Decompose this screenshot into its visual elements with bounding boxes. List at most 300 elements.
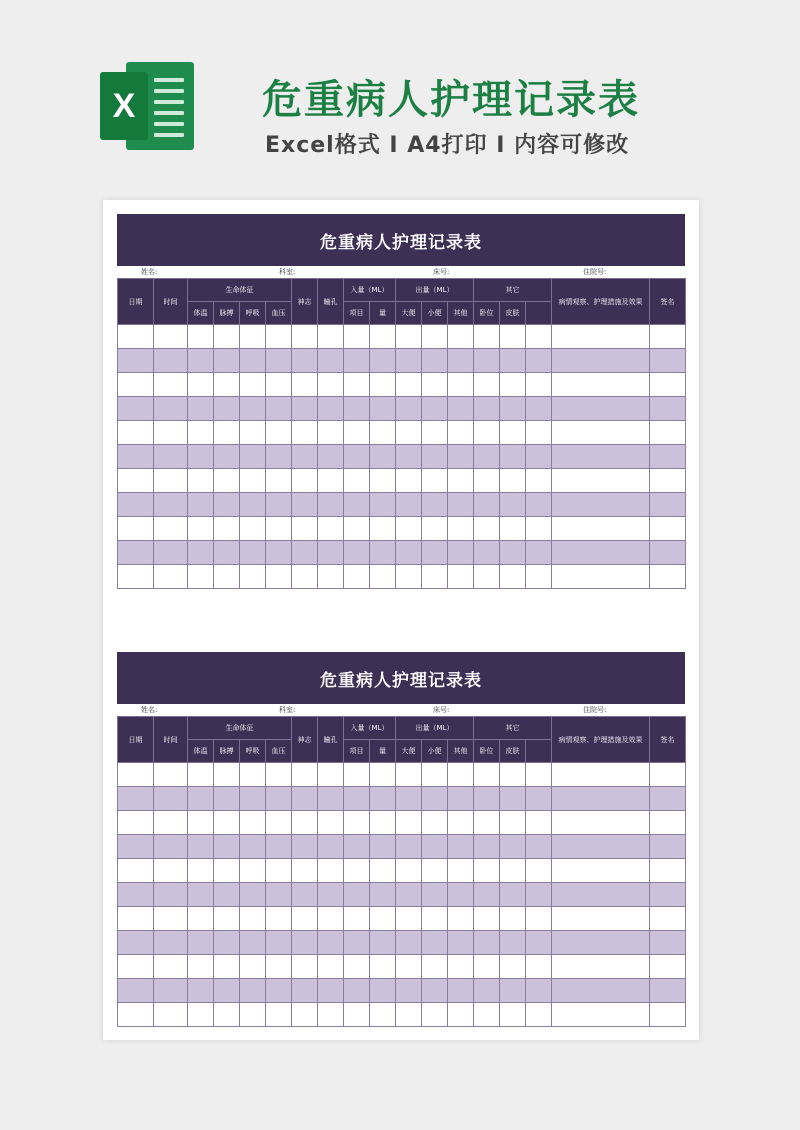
table-cell[interactable] — [474, 931, 500, 955]
table-cell[interactable] — [422, 1003, 448, 1027]
table-cell[interactable] — [154, 1003, 188, 1027]
table-cell[interactable] — [370, 445, 396, 469]
table-cell[interactable] — [552, 979, 650, 1003]
table-cell[interactable] — [214, 397, 240, 421]
table-cell[interactable] — [154, 955, 188, 979]
table-cell[interactable] — [240, 541, 266, 565]
table-cell[interactable] — [292, 325, 318, 349]
table-cell[interactable] — [344, 883, 370, 907]
table-cell[interactable] — [214, 373, 240, 397]
table-cell[interactable] — [318, 469, 344, 493]
table-cell[interactable] — [118, 811, 154, 835]
table-cell[interactable] — [292, 787, 318, 811]
table-cell[interactable] — [240, 493, 266, 517]
table-cell[interactable] — [240, 565, 266, 589]
table-cell[interactable] — [552, 811, 650, 835]
table-cell[interactable] — [500, 325, 526, 349]
table-cell[interactable] — [396, 421, 422, 445]
table-cell[interactable] — [396, 931, 422, 955]
table-cell[interactable] — [500, 907, 526, 931]
table-cell[interactable] — [344, 541, 370, 565]
table-cell[interactable] — [188, 883, 214, 907]
table-cell[interactable] — [240, 373, 266, 397]
table-cell[interactable] — [370, 1003, 396, 1027]
table-cell[interactable] — [526, 859, 552, 883]
table-cell[interactable] — [188, 445, 214, 469]
table-cell[interactable] — [650, 811, 686, 835]
table-cell[interactable] — [292, 931, 318, 955]
table-cell[interactable] — [526, 763, 552, 787]
table-cell[interactable] — [154, 445, 188, 469]
table-cell[interactable] — [370, 325, 396, 349]
table-cell[interactable] — [448, 835, 474, 859]
table-cell[interactable] — [292, 955, 318, 979]
table-cell[interactable] — [552, 565, 650, 589]
table-cell[interactable] — [240, 763, 266, 787]
table-cell[interactable] — [552, 445, 650, 469]
table-cell[interactable] — [266, 517, 292, 541]
table-cell[interactable] — [188, 541, 214, 565]
table-cell[interactable] — [292, 517, 318, 541]
table-cell[interactable] — [266, 955, 292, 979]
table-cell[interactable] — [188, 517, 214, 541]
table-cell[interactable] — [474, 979, 500, 1003]
table-cell[interactable] — [318, 835, 344, 859]
table-cell[interactable] — [396, 763, 422, 787]
table-cell[interactable] — [154, 397, 188, 421]
table-cell[interactable] — [154, 907, 188, 931]
table-cell[interactable] — [500, 811, 526, 835]
table-cell[interactable] — [500, 979, 526, 1003]
table-cell[interactable] — [214, 811, 240, 835]
table-cell[interactable] — [292, 763, 318, 787]
table-cell[interactable] — [266, 931, 292, 955]
table-cell[interactable] — [422, 787, 448, 811]
table-cell[interactable] — [474, 373, 500, 397]
table-cell[interactable] — [474, 541, 500, 565]
table-cell[interactable] — [292, 421, 318, 445]
table-cell[interactable] — [240, 883, 266, 907]
table-cell[interactable] — [650, 541, 686, 565]
table-cell[interactable] — [370, 421, 396, 445]
table-cell[interactable] — [650, 787, 686, 811]
table-cell[interactable] — [266, 469, 292, 493]
table-cell[interactable] — [188, 955, 214, 979]
table-cell[interactable] — [500, 565, 526, 589]
table-cell[interactable] — [448, 397, 474, 421]
table-cell[interactable] — [266, 907, 292, 931]
table-cell[interactable] — [266, 565, 292, 589]
table-cell[interactable] — [650, 325, 686, 349]
table-cell[interactable] — [552, 517, 650, 541]
table-cell[interactable] — [500, 469, 526, 493]
table-cell[interactable] — [500, 517, 526, 541]
table-cell[interactable] — [318, 541, 344, 565]
table-cell[interactable] — [422, 493, 448, 517]
table-cell[interactable] — [500, 931, 526, 955]
table-cell[interactable] — [422, 979, 448, 1003]
table-cell[interactable] — [188, 859, 214, 883]
table-cell[interactable] — [118, 493, 154, 517]
table-cell[interactable] — [396, 325, 422, 349]
table-cell[interactable] — [188, 787, 214, 811]
table-cell[interactable] — [448, 325, 474, 349]
table-cell[interactable] — [422, 349, 448, 373]
table-cell[interactable] — [650, 445, 686, 469]
table-cell[interactable] — [396, 493, 422, 517]
table-cell[interactable] — [448, 421, 474, 445]
table-cell[interactable] — [214, 955, 240, 979]
table-cell[interactable] — [118, 955, 154, 979]
table-cell[interactable] — [344, 565, 370, 589]
table-cell[interactable] — [474, 493, 500, 517]
table-cell[interactable] — [188, 835, 214, 859]
table-cell[interactable] — [154, 883, 188, 907]
table-cell[interactable] — [474, 517, 500, 541]
table-cell[interactable] — [448, 373, 474, 397]
table-cell[interactable] — [526, 325, 552, 349]
table-cell[interactable] — [552, 787, 650, 811]
table-cell[interactable] — [396, 811, 422, 835]
table-cell[interactable] — [500, 859, 526, 883]
table-cell[interactable] — [318, 811, 344, 835]
table-cell[interactable] — [154, 349, 188, 373]
table-cell[interactable] — [214, 469, 240, 493]
table-cell[interactable] — [370, 835, 396, 859]
table-cell[interactable] — [344, 787, 370, 811]
table-cell[interactable] — [500, 421, 526, 445]
table-cell[interactable] — [650, 421, 686, 445]
table-cell[interactable] — [118, 469, 154, 493]
table-cell[interactable] — [214, 763, 240, 787]
table-cell[interactable] — [448, 931, 474, 955]
table-cell[interactable] — [526, 493, 552, 517]
table-cell[interactable] — [318, 373, 344, 397]
table-cell[interactable] — [154, 835, 188, 859]
table-cell[interactable] — [422, 907, 448, 931]
table-cell[interactable] — [292, 469, 318, 493]
table-cell[interactable] — [240, 517, 266, 541]
table-cell[interactable] — [474, 349, 500, 373]
table-cell[interactable] — [240, 445, 266, 469]
table-cell[interactable] — [344, 517, 370, 541]
table-cell[interactable] — [240, 469, 266, 493]
table-cell[interactable] — [118, 397, 154, 421]
table-cell[interactable] — [500, 955, 526, 979]
table-cell[interactable] — [552, 859, 650, 883]
table-cell[interactable] — [422, 541, 448, 565]
table-cell[interactable] — [240, 955, 266, 979]
table-cell[interactable] — [318, 859, 344, 883]
table-cell[interactable] — [118, 859, 154, 883]
table-cell[interactable] — [292, 979, 318, 1003]
table-cell[interactable] — [552, 1003, 650, 1027]
table-cell[interactable] — [422, 445, 448, 469]
table-cell[interactable] — [344, 493, 370, 517]
table-cell[interactable] — [318, 883, 344, 907]
table-cell[interactable] — [448, 763, 474, 787]
table-cell[interactable] — [396, 883, 422, 907]
table-cell[interactable] — [240, 1003, 266, 1027]
table-cell[interactable] — [448, 517, 474, 541]
table-cell[interactable] — [154, 421, 188, 445]
table-cell[interactable] — [526, 931, 552, 955]
table-cell[interactable] — [474, 397, 500, 421]
table-cell[interactable] — [266, 325, 292, 349]
table-cell[interactable] — [422, 883, 448, 907]
table-cell[interactable] — [650, 835, 686, 859]
table-cell[interactable] — [154, 469, 188, 493]
table-cell[interactable] — [154, 325, 188, 349]
table-cell[interactable] — [188, 979, 214, 1003]
table-cell[interactable] — [318, 979, 344, 1003]
table-cell[interactable] — [448, 445, 474, 469]
table-cell[interactable] — [552, 763, 650, 787]
table-cell[interactable] — [396, 397, 422, 421]
table-cell[interactable] — [526, 907, 552, 931]
table-cell[interactable] — [118, 565, 154, 589]
table-cell[interactable] — [292, 373, 318, 397]
table-cell[interactable] — [154, 979, 188, 1003]
table-cell[interactable] — [526, 955, 552, 979]
table-cell[interactable] — [526, 1003, 552, 1027]
table-cell[interactable] — [474, 445, 500, 469]
table-cell[interactable] — [474, 787, 500, 811]
table-cell[interactable] — [650, 859, 686, 883]
table-cell[interactable] — [526, 397, 552, 421]
table-cell[interactable] — [422, 565, 448, 589]
table-cell[interactable] — [396, 859, 422, 883]
table-cell[interactable] — [552, 907, 650, 931]
table-cell[interactable] — [318, 1003, 344, 1027]
table-cell[interactable] — [396, 373, 422, 397]
table-cell[interactable] — [370, 397, 396, 421]
table-cell[interactable] — [526, 565, 552, 589]
table-cell[interactable] — [292, 565, 318, 589]
table-cell[interactable] — [396, 835, 422, 859]
table-cell[interactable] — [154, 517, 188, 541]
table-cell[interactable] — [344, 907, 370, 931]
table-cell[interactable] — [214, 325, 240, 349]
table-cell[interactable] — [526, 883, 552, 907]
table-cell[interactable] — [188, 493, 214, 517]
table-cell[interactable] — [266, 493, 292, 517]
table-cell[interactable] — [292, 445, 318, 469]
table-cell[interactable] — [448, 787, 474, 811]
table-cell[interactable] — [266, 397, 292, 421]
table-cell[interactable] — [370, 517, 396, 541]
table-cell[interactable] — [448, 1003, 474, 1027]
table-cell[interactable] — [422, 325, 448, 349]
table-cell[interactable] — [552, 931, 650, 955]
table-cell[interactable] — [118, 763, 154, 787]
table-cell[interactable] — [448, 811, 474, 835]
table-cell[interactable] — [318, 397, 344, 421]
table-cell[interactable] — [448, 469, 474, 493]
table-cell[interactable] — [526, 421, 552, 445]
table-cell[interactable] — [474, 835, 500, 859]
table-cell[interactable] — [318, 787, 344, 811]
table-cell[interactable] — [344, 1003, 370, 1027]
table-cell[interactable] — [188, 373, 214, 397]
table-cell[interactable] — [448, 859, 474, 883]
table-cell[interactable] — [240, 397, 266, 421]
table-cell[interactable] — [292, 859, 318, 883]
table-cell[interactable] — [188, 931, 214, 955]
table-cell[interactable] — [552, 883, 650, 907]
table-cell[interactable] — [650, 565, 686, 589]
table-cell[interactable] — [552, 835, 650, 859]
table-cell[interactable] — [526, 835, 552, 859]
table-cell[interactable] — [650, 907, 686, 931]
table-cell[interactable] — [526, 445, 552, 469]
table-cell[interactable] — [214, 883, 240, 907]
table-cell[interactable] — [344, 421, 370, 445]
table-cell[interactable] — [154, 787, 188, 811]
table-cell[interactable] — [526, 811, 552, 835]
table-cell[interactable] — [188, 763, 214, 787]
table-cell[interactable] — [552, 373, 650, 397]
table-cell[interactable] — [344, 931, 370, 955]
table-cell[interactable] — [448, 565, 474, 589]
table-cell[interactable] — [214, 979, 240, 1003]
table-cell[interactable] — [474, 325, 500, 349]
table-cell[interactable] — [422, 955, 448, 979]
table-cell[interactable] — [188, 811, 214, 835]
table-cell[interactable] — [240, 349, 266, 373]
table-cell[interactable] — [526, 373, 552, 397]
table-cell[interactable] — [188, 397, 214, 421]
table-cell[interactable] — [370, 541, 396, 565]
table-cell[interactable] — [650, 883, 686, 907]
table-cell[interactable] — [650, 397, 686, 421]
table-cell[interactable] — [266, 835, 292, 859]
table-cell[interactable] — [344, 979, 370, 1003]
table-cell[interactable] — [240, 931, 266, 955]
table-cell[interactable] — [526, 349, 552, 373]
table-cell[interactable] — [154, 493, 188, 517]
table-cell[interactable] — [370, 469, 396, 493]
table-cell[interactable] — [500, 397, 526, 421]
table-cell[interactable] — [396, 907, 422, 931]
table-cell[interactable] — [292, 1003, 318, 1027]
table-cell[interactable] — [214, 835, 240, 859]
table-cell[interactable] — [448, 979, 474, 1003]
table-cell[interactable] — [396, 541, 422, 565]
table-cell[interactable] — [154, 931, 188, 955]
table-cell[interactable] — [118, 373, 154, 397]
table-cell[interactable] — [422, 469, 448, 493]
table-cell[interactable] — [422, 835, 448, 859]
table-cell[interactable] — [214, 421, 240, 445]
table-cell[interactable] — [552, 421, 650, 445]
table-cell[interactable] — [266, 1003, 292, 1027]
table-cell[interactable] — [118, 325, 154, 349]
table-cell[interactable] — [292, 883, 318, 907]
table-cell[interactable] — [650, 931, 686, 955]
table-cell[interactable] — [370, 811, 396, 835]
table-cell[interactable] — [650, 763, 686, 787]
table-cell[interactable] — [344, 469, 370, 493]
table-cell[interactable] — [240, 811, 266, 835]
table-cell[interactable] — [526, 469, 552, 493]
table-cell[interactable] — [370, 907, 396, 931]
table-cell[interactable] — [266, 763, 292, 787]
table-cell[interactable] — [118, 349, 154, 373]
table-cell[interactable] — [474, 955, 500, 979]
table-cell[interactable] — [118, 787, 154, 811]
table-cell[interactable] — [214, 445, 240, 469]
table-cell[interactable] — [240, 907, 266, 931]
table-cell[interactable] — [240, 835, 266, 859]
table-cell[interactable] — [474, 883, 500, 907]
table-cell[interactable] — [370, 787, 396, 811]
table-cell[interactable] — [266, 979, 292, 1003]
table-cell[interactable] — [214, 1003, 240, 1027]
table-cell[interactable] — [474, 565, 500, 589]
table-cell[interactable] — [292, 397, 318, 421]
table-cell[interactable] — [214, 565, 240, 589]
table-cell[interactable] — [422, 397, 448, 421]
table-cell[interactable] — [292, 811, 318, 835]
table-cell[interactable] — [422, 421, 448, 445]
table-cell[interactable] — [154, 859, 188, 883]
table-cell[interactable] — [188, 325, 214, 349]
table-cell[interactable] — [154, 763, 188, 787]
table-cell[interactable] — [154, 565, 188, 589]
table-cell[interactable] — [344, 349, 370, 373]
table-cell[interactable] — [318, 907, 344, 931]
table-cell[interactable] — [370, 883, 396, 907]
table-cell[interactable] — [188, 349, 214, 373]
table-cell[interactable] — [370, 493, 396, 517]
table-cell[interactable] — [552, 541, 650, 565]
table-cell[interactable] — [344, 955, 370, 979]
table-cell[interactable] — [154, 541, 188, 565]
table-cell[interactable] — [214, 517, 240, 541]
table-cell[interactable] — [266, 859, 292, 883]
table-cell[interactable] — [500, 493, 526, 517]
table-cell[interactable] — [370, 373, 396, 397]
table-cell[interactable] — [552, 397, 650, 421]
table-cell[interactable] — [118, 541, 154, 565]
table-cell[interactable] — [422, 811, 448, 835]
table-cell[interactable] — [344, 859, 370, 883]
table-cell[interactable] — [292, 835, 318, 859]
table-cell[interactable] — [396, 517, 422, 541]
table-cell[interactable] — [344, 835, 370, 859]
table-cell[interactable] — [396, 955, 422, 979]
table-cell[interactable] — [500, 445, 526, 469]
table-cell[interactable] — [318, 763, 344, 787]
table-cell[interactable] — [266, 349, 292, 373]
table-cell[interactable] — [370, 979, 396, 1003]
table-cell[interactable] — [344, 325, 370, 349]
table-cell[interactable] — [118, 907, 154, 931]
table-cell[interactable] — [318, 349, 344, 373]
table-cell[interactable] — [526, 541, 552, 565]
table-cell[interactable] — [318, 517, 344, 541]
table-cell[interactable] — [266, 445, 292, 469]
table-cell[interactable] — [344, 445, 370, 469]
table-cell[interactable] — [448, 493, 474, 517]
table-cell[interactable] — [526, 517, 552, 541]
table-cell[interactable] — [214, 541, 240, 565]
table-cell[interactable] — [422, 763, 448, 787]
table-cell[interactable] — [370, 763, 396, 787]
table-cell[interactable] — [266, 541, 292, 565]
table-cell[interactable] — [370, 349, 396, 373]
